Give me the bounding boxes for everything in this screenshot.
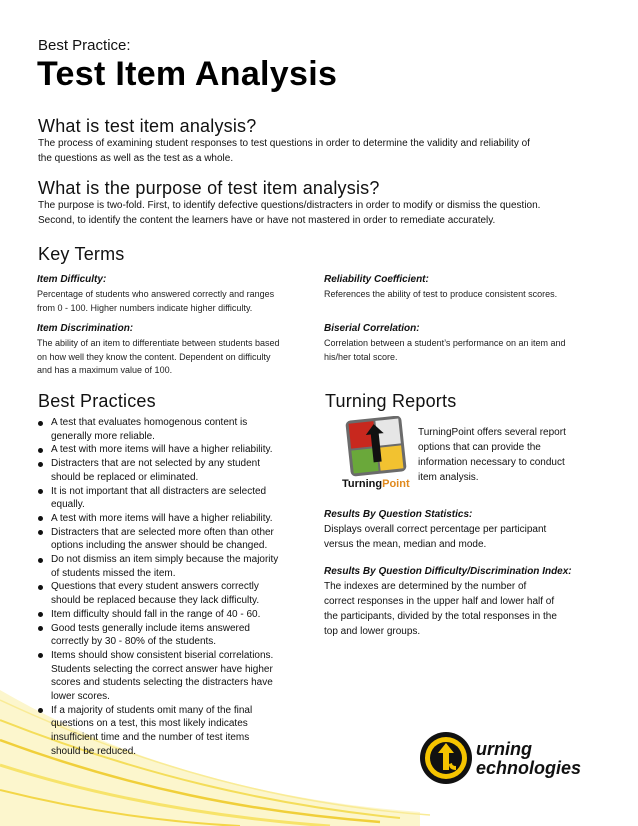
what-is-paragraph <box>38 136 608 166</box>
list-item-line: correctly by 30 - 80% of the students. <box>51 636 217 648</box>
paragraph-line: Second, to identify the content the learners have or have not mastered in order to remediate accurately. <box>38 215 496 226</box>
bullet-icon <box>38 489 43 494</box>
description-line: options that can provide the <box>418 442 541 453</box>
bullet-icon <box>38 448 43 453</box>
list-item <box>36 580 308 607</box>
term-title-reliability-coefficient: Reliability Coefficient: <box>324 274 429 285</box>
bullet-icon <box>38 708 43 713</box>
list-item <box>36 416 308 443</box>
term-line: and has a maximum value of 100. <box>37 365 173 375</box>
list-item <box>36 485 308 512</box>
list-item-line: equally. <box>51 499 85 511</box>
term-body-item-discrimination <box>37 337 322 378</box>
page-title: Test Item Analysis <box>37 55 338 93</box>
heading-best-practices: Best Practices <box>38 391 156 411</box>
bullet-icon <box>38 626 43 631</box>
report-line: Displays overall correct percentage per participant <box>324 524 547 535</box>
list-item-line: Do not dismiss an item simply because the majority <box>51 554 279 566</box>
purpose-paragraph <box>38 198 608 228</box>
list-item-line: Items should show consistent biserial correlations. <box>51 649 274 661</box>
turningpoint-wordmark <box>342 478 410 490</box>
bullet-icon <box>38 558 43 563</box>
report-title-difficulty-discrimination: Results By Question Difficulty/Discrimination Index: <box>324 566 572 577</box>
report-line: the participants, divided by the total responses in the <box>324 611 557 622</box>
list-item <box>36 443 308 457</box>
list-item-line: Students selecting the correct answer have higher <box>51 663 273 675</box>
list-item <box>36 622 308 649</box>
kicker-label: Best Practice: <box>38 37 131 54</box>
term-line: References the ability of test to produce consistent scores. <box>324 289 558 299</box>
report-line: versus the mean, median and mode. <box>324 539 487 550</box>
list-item-line: of students missed the item. <box>51 567 176 579</box>
list-item-line: Item difficulty should fall in the range of 40 - 60. <box>51 608 261 620</box>
list-item-line: Good tests generally include items answered <box>51 622 250 634</box>
list-item-line: generally more reliable. <box>51 430 155 442</box>
description-line: item analysis. <box>418 472 479 483</box>
best-practices-list <box>36 416 308 759</box>
list-item-line: It is not important that all distracters are selected <box>51 485 267 497</box>
list-item-line: Distracters that are not selected by any student <box>51 458 260 470</box>
term-line: on how well they know the content. Dependent on difficulty <box>37 351 271 362</box>
list-item-line: A test with more items will have a higher reliability. <box>51 512 273 524</box>
term-line: Percentage of students who answered correctly and ranges <box>37 289 275 299</box>
list-item-line: lower scores. <box>51 691 110 703</box>
report-line: correct responses in the upper half and lower half of <box>324 596 555 607</box>
heading-turning-reports: Turning Reports <box>325 391 457 411</box>
heading-key-terms: Key Terms <box>38 244 125 264</box>
list-item <box>36 457 308 484</box>
turning-technologies-logo <box>418 730 588 786</box>
term-title-biserial-correlation: Biserial Correlation: <box>324 323 420 334</box>
list-item <box>36 649 308 704</box>
list-item <box>36 526 308 553</box>
term-body-item-difficulty <box>37 288 317 315</box>
list-item-line: insufficient time and the number of test items <box>51 732 250 744</box>
turningpoint-description <box>418 425 588 485</box>
report-body-question-statistics <box>324 522 614 552</box>
list-item-line: Questions that every student answers correctly <box>51 581 259 593</box>
bullet-icon <box>38 421 43 426</box>
list-item-line: scores and students selecting the distracters have <box>51 677 273 689</box>
heading-purpose: What is the purpose of test item analysis? <box>38 178 380 198</box>
heading-what-is: What is test item analysis? <box>38 116 257 136</box>
list-item <box>36 704 308 759</box>
list-item-line: A test with more items will have a higher reliability. <box>51 444 273 456</box>
logo-line-technologies: echnologies <box>476 758 582 778</box>
term-title-item-discrimination: Item Discrimination: <box>37 323 134 334</box>
term-line: his/her total score. <box>324 351 398 362</box>
term-line: from 0 - 100. Higher numbers indicate higher difficulty. <box>37 302 253 313</box>
bullet-icon <box>38 530 43 535</box>
list-item-line: A test that evaluates homogenous content is <box>51 417 248 428</box>
list-item-line: should be replaced because they lack difficulty. <box>51 595 260 607</box>
wordmark-point: Point <box>382 478 410 490</box>
bullet-icon <box>38 585 43 590</box>
list-item-line: options including the answer should be changed. <box>51 540 268 552</box>
paragraph-line: The process of examining student responses to test questions in order to determine the validity and reliability of <box>38 138 530 149</box>
list-item-line: Distracters that are selected more often than other <box>51 526 274 538</box>
report-line: The indexes are determined by the number of <box>324 581 527 592</box>
description-line: TurningPoint offers several report <box>418 427 566 438</box>
wordmark-turning: Turning <box>342 478 383 490</box>
term-body-reliability-coefficient <box>324 288 614 302</box>
turningpoint-logo <box>340 416 410 494</box>
term-line: Correlation between a student’s performance on an item and <box>324 338 566 348</box>
term-line: The ability of an item to differentiate between students based <box>37 338 280 348</box>
logo-line-turning: urning <box>476 739 532 759</box>
list-item-line: questions on a test, this most likely indicates <box>51 718 248 730</box>
term-title-item-difficulty: Item Difficulty: <box>37 274 107 285</box>
paragraph-line: The purpose is two-fold. First, to identify defective questions/distracters in order to modify or dismiss the question. <box>38 200 541 211</box>
paragraph-line: the questions as well as the test as a whole. <box>38 153 234 164</box>
list-item-line: should be replaced or eliminated. <box>51 471 199 483</box>
report-line: top and lower groups. <box>324 626 421 637</box>
description-line: information necessary to conduct <box>418 457 565 468</box>
list-item <box>36 512 308 526</box>
report-title-question-statistics: Results By Question Statistics: <box>324 509 473 520</box>
list-item-line: If a majority of students omit many of the final <box>51 704 253 716</box>
bullet-icon <box>38 516 43 521</box>
list-item <box>36 553 308 580</box>
turning-technologies-emblem <box>418 730 478 786</box>
term-body-biserial-correlation <box>324 337 614 364</box>
bullet-icon <box>38 653 43 658</box>
bullet-icon <box>38 462 43 467</box>
report-body-difficulty-discrimination <box>324 579 614 639</box>
list-item <box>36 608 308 622</box>
bullet-icon <box>38 612 43 617</box>
list-item-line: should be reduced. <box>51 745 137 757</box>
